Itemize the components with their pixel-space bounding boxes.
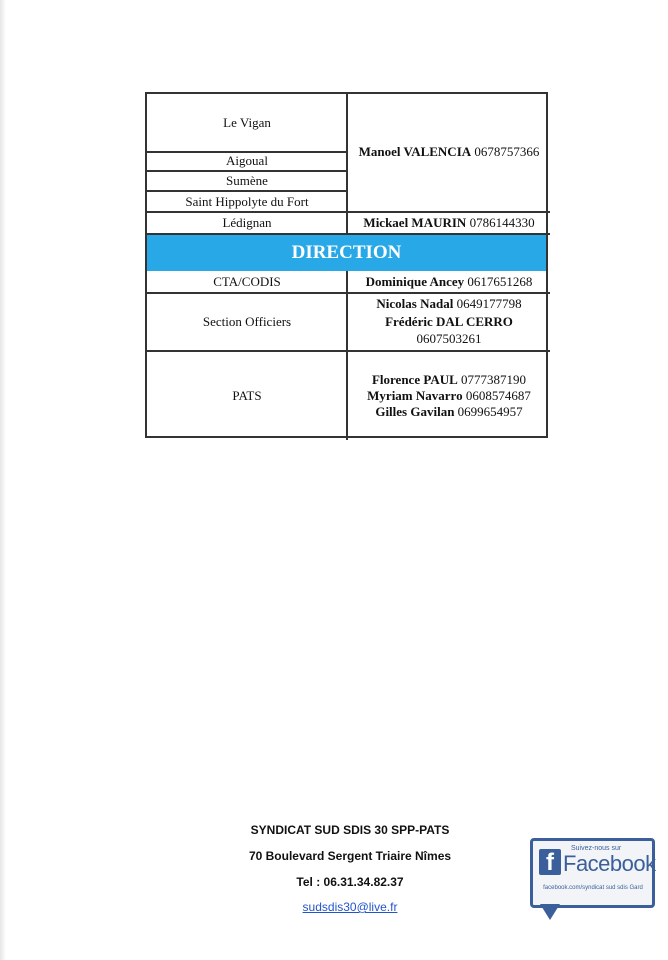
contact-name: Gilles Gavilan [375,404,455,419]
contact-phone: 0617651268 [467,274,533,289]
label-cta-codis: CTA/CODIS [213,274,281,289]
contact-name: Nicolas Nadal [376,296,454,311]
facebook-badge-tail [540,904,560,920]
contact-gavilan [348,404,550,420]
contact-phone: 0786144330 [469,215,535,230]
page-edge-shadow [0,0,6,960]
contact-phone: 0649177798 [456,296,522,311]
footer-tel: Tel : 06.31.34.82.37 [296,875,404,889]
contact-phone: 0608574687 [465,388,531,403]
contact-phone: 0678757366 [474,144,540,159]
table-row-divider [147,292,550,294]
label-pats: PATS [232,388,262,403]
footer-org: SYNDICAT SUD SDIS 30 SPP-PATS [250,823,450,837]
facebook-badge[interactable] [530,838,655,908]
zone-saint-hippolyte: Saint Hippolyte du Fort [185,194,309,209]
contact-phone: 0699654957 [457,404,523,419]
facebook-wordmark: Facebook [563,851,656,876]
label-section-officiers: Section Officiers [202,314,292,329]
facebook-small-text: Suivez-nous sur [571,845,622,852]
contact-ancey [348,274,550,290]
facebook-url: facebook.com/syndicat sud sdis Gard [543,885,643,891]
contact-maurin [348,215,550,231]
contact-name: Myriam Navarro [367,388,463,403]
contact-dal-cerro-name: Frédéric DAL CERRO [385,314,513,329]
facebook-f-icon: f [539,849,561,875]
zone-le-vigan: Le Vigan [223,115,271,130]
contact-name: Manoel VALENCIA [358,144,472,159]
contact-navarro [348,388,550,404]
zone-aigoual: Aigoual [226,153,268,168]
table-row-divider [147,211,550,213]
footer-address: 70 Boulevard Sergent Triaire Nîmes [248,849,452,863]
contact-dal-cerro-phone: 0607503261 [416,331,482,346]
contact-name: Florence PAUL [371,372,458,387]
direction-header: DIRECTION [147,235,546,271]
contact-name: Dominique Ancey [365,274,465,289]
table-row-divider [147,170,347,172]
table-row-divider [147,190,347,192]
footer-email-link[interactable]: sudsdis30@live.fr [302,900,398,914]
contact-name: Mickael MAURIN [363,215,467,230]
contact-table [145,92,548,438]
contact-nadal [348,296,550,312]
zone-ledignan: Lédignan [222,215,272,230]
zone-sumene: Sumène [226,173,268,188]
table-row-divider [147,350,550,352]
contact-valencia [348,144,550,160]
contact-phone: 0777387190 [461,372,527,387]
contact-paul [348,372,550,388]
